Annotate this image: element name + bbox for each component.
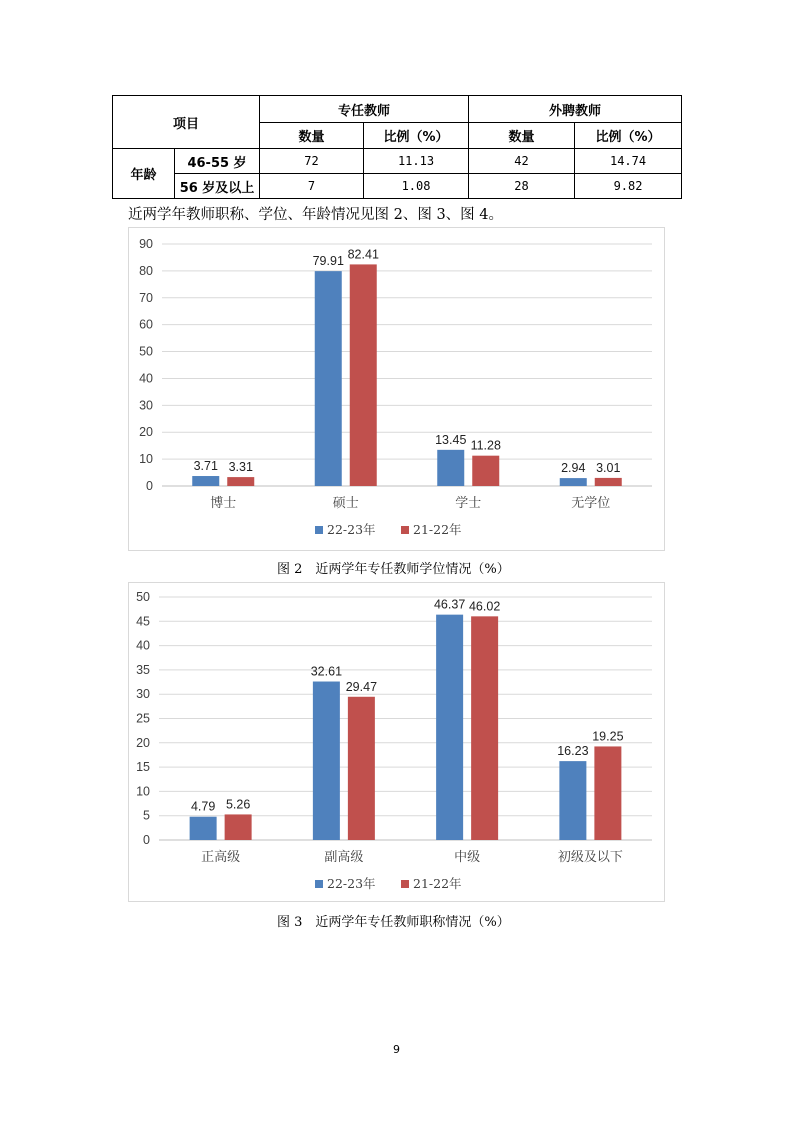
header-ext-count: 数量 — [469, 123, 575, 149]
y-tick-label: 40 — [139, 371, 153, 386]
bar-data-label: 16.23 — [557, 744, 589, 759]
bar-data-label: 4.79 — [190, 799, 216, 814]
y-tick-label: 30 — [136, 687, 150, 702]
y-tick-label: 90 — [139, 237, 153, 251]
table-row — [113, 149, 682, 174]
bar — [436, 615, 463, 840]
header-full-count: 数量 — [260, 123, 364, 149]
bar-data-label: 11.28 — [470, 438, 501, 453]
y-tick-label: 10 — [136, 784, 150, 799]
bar-data-label: 3.71 — [193, 459, 218, 474]
row-label: 46-55 岁 — [175, 149, 260, 174]
legend-swatch — [401, 880, 409, 888]
figure-2-caption: 图 2 近两学年专任教师学位情况（%） — [277, 562, 510, 577]
legend-label: 22-23年 — [327, 522, 376, 537]
legend-swatch — [401, 526, 409, 534]
y-tick-label: 80 — [139, 263, 153, 278]
header-item: 项目 — [113, 96, 260, 149]
header-full-ratio: 比例（%） — [364, 123, 469, 149]
bar-data-label: 3.31 — [228, 460, 253, 475]
y-tick-label: 60 — [139, 317, 153, 332]
bar-data-label: 79.91 — [312, 254, 344, 269]
y-tick-label: 35 — [136, 662, 150, 677]
bar — [472, 456, 499, 486]
header-ext-ratio: 比例（%） — [575, 123, 682, 149]
y-tick-label: 40 — [136, 638, 150, 653]
bar — [315, 271, 342, 486]
cell-full-count: 72 — [260, 149, 364, 174]
degree-chart-svg — [129, 228, 664, 550]
bar — [190, 817, 217, 840]
y-tick-label: 20 — [139, 425, 153, 440]
bar-data-label: 46.02 — [468, 599, 501, 614]
x-category-label: 硕士 — [332, 496, 359, 511]
bar — [595, 478, 622, 486]
x-category-label: 博士 — [210, 496, 237, 511]
bar — [192, 476, 219, 486]
y-tick-label: 50 — [139, 344, 153, 359]
y-tick-label: 20 — [136, 735, 150, 750]
cell-ext-ratio: 9.82 — [575, 174, 682, 199]
header-external: 外聘教师 — [469, 96, 682, 123]
cell-ext-count: 42 — [469, 149, 575, 174]
bar-data-label: 2.94 — [561, 461, 586, 476]
cell-full-ratio: 1.08 — [364, 174, 469, 199]
bar — [348, 697, 375, 840]
y-tick-label: 0 — [146, 479, 153, 493]
legend-label: 21-22年 — [413, 522, 462, 537]
legend-swatch — [315, 880, 323, 888]
row-group-age: 年龄 — [113, 149, 175, 199]
y-tick-label: 70 — [139, 290, 153, 305]
x-category-label: 学士 — [455, 496, 482, 511]
bar-data-label: 5.26 — [225, 797, 251, 812]
bar — [560, 478, 587, 486]
bar-data-label: 29.47 — [345, 679, 378, 694]
table-row — [113, 174, 682, 199]
bar — [559, 761, 586, 840]
x-category-label: 中级 — [454, 850, 481, 865]
bar-data-label: 19.25 — [592, 729, 624, 744]
x-category-label: 副高级 — [324, 850, 364, 865]
y-tick-label: 30 — [139, 398, 153, 413]
figure-3-caption: 图 3 近两学年专任教师职称情况（%） — [277, 915, 510, 930]
y-tick-label: 25 — [136, 711, 150, 726]
bar — [227, 477, 254, 486]
y-tick-label: 15 — [136, 760, 150, 775]
x-category-label: 初级及以下 — [557, 850, 623, 865]
x-category-label: 无学位 — [571, 496, 611, 511]
bar — [471, 616, 498, 840]
bar-data-label: 32.61 — [310, 664, 343, 679]
bar-data-label: 3.01 — [596, 460, 621, 475]
cell-full-count: 7 — [260, 174, 364, 199]
y-tick-label: 0 — [143, 833, 150, 847]
title-rank-chart-svg — [129, 583, 664, 901]
bar — [313, 682, 340, 840]
teacher-age-table — [112, 95, 682, 199]
cell-ext-count: 28 — [469, 174, 575, 199]
intro-paragraph: 近两学年教师职称、学位、年龄情况见图 2、图 3、图 4。 — [128, 207, 504, 223]
bar — [437, 450, 464, 486]
title-rank-chart — [128, 582, 665, 902]
bar — [594, 746, 621, 840]
bar — [225, 814, 252, 840]
y-tick-label: 5 — [143, 808, 150, 823]
bar-data-label: 13.45 — [435, 432, 467, 447]
cell-ext-ratio: 14.74 — [575, 149, 682, 174]
header-full-time: 专任教师 — [260, 96, 469, 123]
bar — [350, 264, 377, 486]
bar-data-label: 46.37 — [433, 597, 466, 612]
y-tick-label: 50 — [136, 590, 150, 604]
row-label: 56 岁及以上 — [175, 174, 260, 199]
x-category-label: 正高级 — [201, 850, 241, 865]
legend-swatch — [315, 526, 323, 534]
page-number: 9 — [393, 1043, 400, 1056]
legend-label: 22-23年 — [327, 876, 376, 891]
cell-full-ratio: 11.13 — [364, 149, 469, 174]
y-tick-label: 10 — [139, 452, 153, 467]
bar-data-label: 82.41 — [347, 247, 379, 262]
y-tick-label: 45 — [136, 614, 150, 629]
degree-chart — [128, 227, 665, 551]
legend-label: 21-22年 — [413, 876, 462, 891]
